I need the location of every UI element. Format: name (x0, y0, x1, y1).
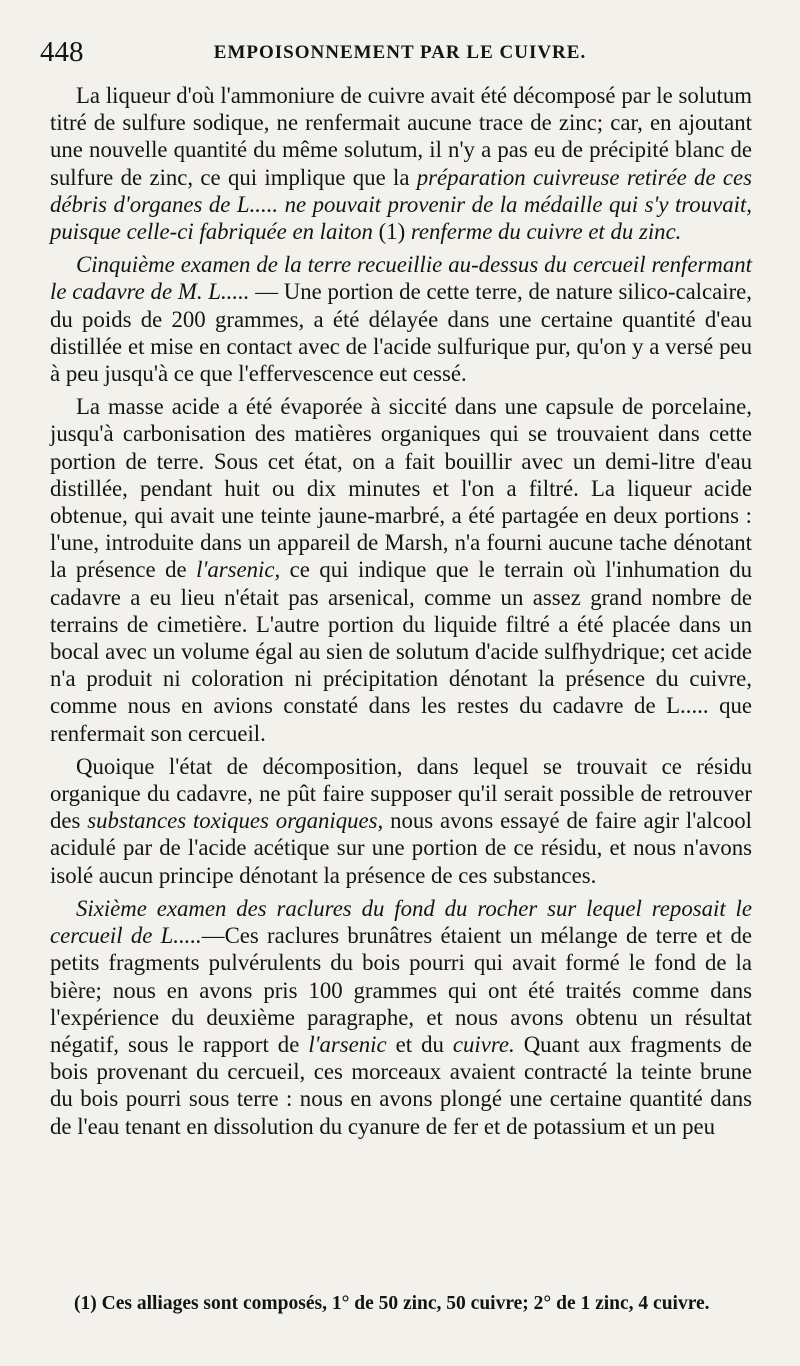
footnote-1: (1) Ces alliages sont composés, 1° de 50 zinc, 50 cuivre; 2° de 1 zinc, 4 cuivre. (74, 1293, 710, 1314)
paragraph-4: Quoique l'état de décomposition, dans lequel se trouvait ce résidu organique du cadavre, ne pût faire supposer qu'il serait possible de retrouver des substances toxiques organiques, nous avons essayé de faire agir l'alcool acidulé par de l'acide acétique sur une portion de ce résidu, et nous n'avons isolé aucun principe dénotant la présence de ces substances. (50, 753, 753, 888)
main-text (50, 82, 752, 1146)
page-number: 448 (40, 36, 84, 68)
running-title: EMPOISONNEMENT PAR LE CUIVRE. (213, 42, 587, 63)
paragraph-5: Sixième examen des raclures du fond du rocher sur lequel reposait le cercueil de L.....—Ces raclures brunâtres étaient un mélange de terre et de petits fragments pulvérulents du bois pourri qui avait formé le fond de la bière; nous en avons pris 100 grammes qui ont été traités comme dans l'expérience du deuxième paragraphe, et nous avons obtenu un résultat négatif, sous le rapport de l'arsenic et du cuivre. Quant aux fragments de bois provenant du cercueil, ces morceaux avaient contracté la teinte brune du bois pourri sous terre : nous en avons plongé une certaine quantité dans de l'eau tenant en dissolution du cyanure de fer et de potassium et un peu (50, 895, 752, 1139)
page-header (40, 36, 760, 76)
paragraph-3: La masse acide a été évaporée à siccité dans une capsule de porcelaine, jusqu'à carbonisation des matières organiques qui se trouvaient dans cette portion de terre. Sous cet état, on a fait bouillir avec un demi-litre d'eau distillée, pendant huit ou dix minutes et l'on a filtré. La liqueur acide obtenue, qui avait une teinte jaune-marbré, a été partagée en deux portions : l'une, introduite dans un appareil de Marsh, n'a fourni aucune tache dénotant la présence de l'arsenic, ce qui indique que le terrain où l'inhumation du cadavre a eu lieu n'était pas arsenical, comme un assez grand nombre de terrains de cimetière. L'autre portion du liquide filtré a été placée dans un bocal avec un volume égal au sien de solutum d'acide sulfhydrique; cet acide n'a produit ni coloration ni précipitation dénotant la présence du cuivre, comme nous en avions constaté dans les restes du cadavre de L..... que renfermait son cercueil. (50, 394, 752, 746)
paragraph-1: La liqueur d'où l'ammoniure de cuivre avait été décomposé par le solutum titré de sulfure sodique, ne renfermait aucune trace de zinc; car, en ajoutant une nouvelle quantité du même solutum, il n'y a pas eu de précipité blanc de sulfure de zinc, ce qui implique que la préparation cuivreuse retirée de ces débris d'organes de L..... ne pouvait provenir de la médaille qui s'y trouvait, puisque celle-ci fabriquée en laiton (1) renferme du cuivre et du zinc. (50, 83, 752, 245)
paragraph-2: Cinquième examen de la terre recueillie au-dessus du cercueil renfermant le cadavre de M. L..... — Une portion de cette terre, de nature silico-calcaire, du poids de 200 grammes, a été délayée dans une certaine quantité d'eau distillée et mise en contact avec de l'acide sulfurique pur, qu'on y a versé peu à peu jusqu'à ce que l'effervescence eut cessé. (50, 252, 753, 387)
footnotes (50, 1292, 752, 1316)
